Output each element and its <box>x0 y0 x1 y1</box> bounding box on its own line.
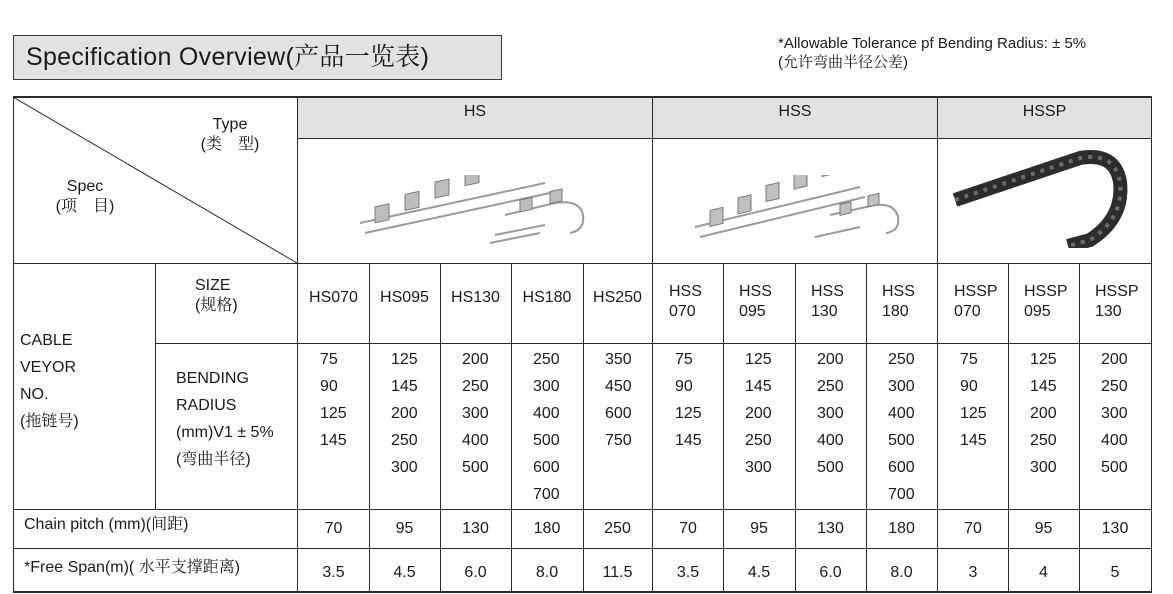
hss-cable-chain-image <box>690 175 910 245</box>
bending-radius-value: 125 <box>320 405 347 422</box>
bending-radius-value: 200 <box>1030 405 1057 422</box>
bending-radius-value: 500 <box>817 459 844 476</box>
free-span-value: 3 <box>968 564 978 581</box>
bending-radius-value: 250 <box>1101 378 1128 395</box>
bending-radius-values <box>960 346 1008 454</box>
bending-radius-value: 600 <box>533 459 560 476</box>
bending-radius-values <box>605 346 652 454</box>
free-span-value: 3.5 <box>322 564 345 581</box>
bending-radius-value: 200 <box>1101 351 1128 368</box>
free-span-value: 4.5 <box>393 564 416 581</box>
bending-radius-value: 300 <box>391 459 418 476</box>
bending-radius-value: 400 <box>462 432 489 449</box>
tolerance-note-line: *Allowable Tolerance pf Bending Radius: ± 5% <box>778 35 1087 52</box>
bending-radius-value: 125 <box>960 405 987 422</box>
bending-radius-value: 250 <box>745 432 772 449</box>
bending-radius-value: 350 <box>605 351 632 368</box>
size-label <box>195 276 265 316</box>
bending-radius-value: 250 <box>462 378 489 395</box>
size-cell <box>298 288 369 308</box>
tolerance-note <box>778 34 1086 72</box>
bending-radius-value: 600 <box>605 405 632 422</box>
bending-radius-values <box>745 346 795 481</box>
bending-radius-value: 300 <box>1101 405 1128 422</box>
free-span-value: 3.5 <box>676 564 700 581</box>
type-label-cn: (类 型) <box>200 136 260 153</box>
bending-radius-values <box>1101 346 1151 481</box>
bending-radius-value: 400 <box>1101 432 1128 449</box>
bending-radius-value: 200 <box>391 405 418 422</box>
cable-veyor-line: VEYOR <box>20 359 77 376</box>
chain-pitch-value: 95 <box>750 520 768 537</box>
chain-pitch-value: 130 <box>817 520 844 537</box>
bending-radius-value: 145 <box>391 378 418 395</box>
tolerance-note-line-cn: (允许弯曲半径公差) <box>778 54 908 71</box>
chain-pitch-value: 70 <box>964 520 982 537</box>
size-cell-line: 130 <box>1095 303 1122 320</box>
bending-radius-value: 200 <box>817 351 844 368</box>
bending-radius-line: BENDING <box>176 370 249 387</box>
size-cell-line: 130 <box>811 303 838 320</box>
bending-radius-value: 125 <box>1030 351 1057 368</box>
bending-radius-value: 300 <box>462 405 489 422</box>
bending-radius-values <box>533 346 583 508</box>
type-label-en: Type <box>212 116 248 133</box>
size-cell <box>511 288 583 308</box>
size-cell-line: 180 <box>882 303 909 320</box>
hssp-cable-chain-image <box>950 148 1135 248</box>
size-cell <box>1008 282 1079 322</box>
size-cell-line: HSSP <box>1024 283 1068 300</box>
size-label-cn: (规格) <box>195 297 238 314</box>
size-cell <box>653 282 723 322</box>
bending-radius-values <box>391 346 440 481</box>
size-cell <box>369 288 440 308</box>
bending-radius-value: 125 <box>745 351 772 368</box>
bending-radius-value: 300 <box>817 405 844 422</box>
type-label <box>190 115 270 155</box>
cable-veyor-line: CABLE <box>20 332 73 349</box>
size-cell <box>1079 282 1151 322</box>
size-cell <box>723 282 795 322</box>
free-span-value: 4.5 <box>747 564 771 581</box>
bending-radius-value: 145 <box>320 432 347 449</box>
chain-pitch-value: 130 <box>1101 520 1129 537</box>
bending-radius-value: 125 <box>675 405 702 422</box>
bending-radius-value: 75 <box>675 351 693 368</box>
size-cell-line: HSS <box>882 283 915 300</box>
size-cell-line: 070 <box>954 303 981 320</box>
size-cell-line: HS250 <box>593 289 642 306</box>
size-cell <box>938 282 1008 322</box>
size-cell-line: 095 <box>1024 303 1051 320</box>
bending-radius-value: 300 <box>1030 459 1057 476</box>
chain-pitch-value: 95 <box>1034 520 1053 537</box>
bending-radius-value: 90 <box>320 378 338 395</box>
cable-veyor-line: (拖链号) <box>20 413 79 430</box>
bending-radius-value: 250 <box>888 351 915 368</box>
bending-radius-value: 400 <box>817 432 844 449</box>
size-cell-line: HSSP <box>954 283 998 300</box>
cable-veyor-label <box>20 327 79 435</box>
bending-radius-value: 250 <box>533 351 560 368</box>
group-header-hss: HSS <box>778 103 812 120</box>
bending-radius-value: 90 <box>960 378 978 395</box>
spec-label-cn: (项 目) <box>55 198 115 215</box>
bending-radius-value: 400 <box>533 405 560 422</box>
free-span-value: 8.0 <box>890 564 913 581</box>
bending-radius-value: 300 <box>745 459 772 476</box>
size-cell <box>795 282 866 322</box>
bending-radius-values <box>817 346 866 481</box>
size-cell-line: HSS <box>811 283 844 300</box>
chain-pitch-value: 130 <box>462 520 489 537</box>
size-label-en: SIZE <box>195 277 231 294</box>
size-cell <box>866 282 937 322</box>
page-title: Specification Overview(产品一览表) <box>13 35 502 80</box>
group-header-hs: HS <box>463 103 487 120</box>
bending-radius-line: RADIUS <box>176 397 237 414</box>
hs-cable-chain-image <box>355 175 605 245</box>
bending-radius-values <box>888 346 937 508</box>
chain-pitch-value: 180 <box>888 520 915 537</box>
chain-pitch-value: 70 <box>324 520 343 537</box>
size-cell-line: HS180 <box>522 289 572 306</box>
free-span-label: *Free Span(m)( 水平支撑距离) <box>24 559 241 576</box>
size-cell-line: HS095 <box>380 289 429 306</box>
free-span-value: 11.5 <box>602 564 633 581</box>
bending-radius-value: 500 <box>533 432 560 449</box>
bending-radius-value: 500 <box>1101 459 1128 476</box>
bending-radius-values <box>320 346 369 454</box>
bending-radius-value: 145 <box>960 432 987 449</box>
bending-radius-value: 700 <box>533 486 560 503</box>
bending-radius-value: 200 <box>745 405 772 422</box>
bending-radius-value: 250 <box>817 378 844 395</box>
bending-radius-label <box>176 365 274 473</box>
spec-label <box>45 177 125 217</box>
size-cell-line: HSS <box>739 283 772 300</box>
size-cell-line: HS130 <box>451 289 500 306</box>
bending-radius-value: 500 <box>462 459 489 476</box>
bending-radius-value: 750 <box>605 432 632 449</box>
free-span-value: 8.0 <box>535 564 559 581</box>
free-span-value: 6.0 <box>464 564 487 581</box>
size-cell-line: HSS <box>669 283 702 300</box>
free-span-value: 5 <box>1110 564 1120 581</box>
chain-pitch-value: 180 <box>533 520 561 537</box>
bending-radius-value: 250 <box>1030 432 1057 449</box>
bending-radius-value: 75 <box>320 351 338 368</box>
cable-veyor-line: NO. <box>20 386 49 403</box>
bending-radius-value: 300 <box>888 378 915 395</box>
size-cell-line: HSSP <box>1095 283 1139 300</box>
bending-radius-value: 125 <box>391 351 418 368</box>
size-cell-line: 095 <box>739 303 766 320</box>
bending-radius-value: 145 <box>1030 378 1057 395</box>
bending-radius-value: 90 <box>675 378 693 395</box>
bending-radius-line: (mm)V1 ± 5% <box>176 424 274 441</box>
chain-pitch-value: 70 <box>679 520 697 537</box>
bending-radius-value: 700 <box>888 486 915 503</box>
bending-radius-value: 200 <box>462 351 489 368</box>
bending-radius-values <box>462 346 511 481</box>
bending-radius-value: 300 <box>533 378 560 395</box>
size-cell-line: HS070 <box>309 289 358 306</box>
bending-radius-value: 400 <box>888 405 915 422</box>
bending-radius-value: 600 <box>888 459 915 476</box>
size-cell <box>440 288 511 308</box>
free-span-value: 4 <box>1039 564 1048 581</box>
bending-radius-value: 75 <box>960 351 978 368</box>
bending-radius-values <box>675 346 723 454</box>
free-span-value: 6.0 <box>819 564 842 581</box>
bending-radius-value: 250 <box>391 432 418 449</box>
chain-pitch-value: 250 <box>604 520 631 537</box>
bending-radius-line: (弯曲半径) <box>176 451 251 468</box>
bending-radius-value: 145 <box>745 378 772 395</box>
bending-radius-value: 145 <box>675 432 702 449</box>
bending-radius-value: 450 <box>605 378 632 395</box>
spec-label-en: Spec <box>66 178 104 195</box>
chain-pitch-value: 95 <box>395 520 414 537</box>
chain-pitch-label: Chain pitch (mm)(间距) <box>24 516 189 533</box>
bending-radius-value: 500 <box>888 432 915 449</box>
size-cell-line: 070 <box>669 303 696 320</box>
size-cell <box>583 288 652 308</box>
bending-radius-values <box>1030 346 1079 481</box>
group-header-hssp: HSSP <box>1022 103 1067 120</box>
